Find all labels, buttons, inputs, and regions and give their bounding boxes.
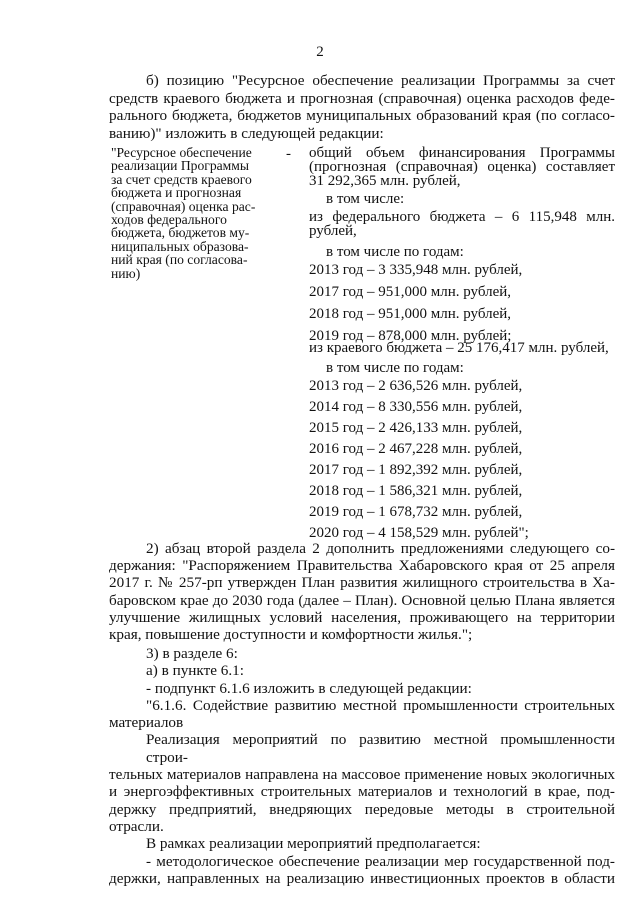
federal-year-row: 2017 год – 951,000 млн. рублей, xyxy=(309,284,512,300)
text-line: Реализация мероприятий по развитию местной промышленности строи- xyxy=(146,731,615,766)
federal-year-row: 2013 год – 3 335,948 млн. рублей, xyxy=(309,262,523,278)
federal-total xyxy=(309,210,615,238)
funding-line: из федерального бюджета – 6 115,948 млн. xyxy=(309,209,615,225)
text-line: держания: "Распоряжением Правительства Хабаровского края от 25 апреля xyxy=(109,557,615,575)
label-line: реализации Программы xyxy=(111,158,249,174)
label-line: ний края (по согласова- xyxy=(111,252,248,268)
regional-year-row: 2019 год – 1 678,732 млн. рублей, xyxy=(309,504,523,520)
funding-line: 31 292,365 млн. рублей, xyxy=(309,173,461,189)
section-3-block xyxy=(109,645,615,887)
label-line: "Ресурсное обеспечение xyxy=(111,145,252,160)
label-line: (справочная) оценка рас- xyxy=(111,198,256,214)
by-years-label: в том числе по годам: xyxy=(326,244,464,260)
label-line: бюджета, бюджетов му- xyxy=(111,225,250,241)
text-line: 3) в разделе 6: xyxy=(146,645,238,662)
regional-year-row: 2020 год – 4 158,529 млн. рублей"; xyxy=(309,525,529,541)
text-line: 2017 г. № 257-рп утвержден План развития жилищного строительства в Ха- xyxy=(109,574,615,592)
position-label xyxy=(111,146,281,280)
text-line: В рамках реализации мероприятий предполагается: xyxy=(146,835,481,853)
regional-year-row: 2013 год – 2 636,526 млн. рублей, xyxy=(309,378,523,394)
table-dash: - xyxy=(286,146,291,162)
federal-year-row: 2018 год – 951,000 млн. рублей, xyxy=(309,306,512,322)
text-line: держки, направленных на реализацию инвестиционных проектов в области xyxy=(109,869,615,887)
text-line: ванию)" изложить в следующей редакции: xyxy=(109,124,384,142)
text-line: держку предприятий, внедряющих передовые методы в строительной отрасли. xyxy=(109,800,615,835)
including-label: в том числе: xyxy=(326,191,405,207)
funding-line: (прогнозная (справочная) оценка) составляет xyxy=(309,159,615,175)
text-line: - подпункт 6.1.6 изложить в следующей редакции: xyxy=(146,679,472,697)
text-line: улучшение жилищных условий населения, проживающего на территории xyxy=(109,608,615,626)
text-line: и энергоэффективных строительных материалов и технологий в крае, под- xyxy=(109,783,615,801)
federal-year-row: 2019 год – 878,000 млн. рублей; xyxy=(309,328,512,344)
label-line: за счет средств краевого xyxy=(111,171,252,187)
section-2-paragraph xyxy=(109,540,615,643)
text-line: средств краевого бюджета и прогнозная (справочная) оценка расходов феде- xyxy=(109,89,615,107)
label-line: нию) xyxy=(111,265,141,281)
regional-total: из краевого бюджета – 25 176,417 млн. рублей, xyxy=(309,340,609,356)
text-line: рального бюджета, бюджетов муниципальных образований края (по согласо- xyxy=(109,107,615,124)
text-line: края, повышение доступности и комфортности жилья."; xyxy=(109,626,473,644)
text-line: баровском крае до 2030 года (далее – План). Основной целью Плана является xyxy=(109,591,615,609)
page-number: 2 xyxy=(316,44,324,60)
text-line: б) позицию "Ресурсное обеспечение реализации Программы за счет xyxy=(146,72,615,89)
regional-year-row: 2017 год – 1 892,392 млн. рублей, xyxy=(309,462,523,478)
regional-year-row: 2014 год – 8 330,556 млн. рублей, xyxy=(309,399,523,415)
funding-line: общий объем финансирования Программы xyxy=(309,145,615,161)
label-line: ходов федерального xyxy=(111,212,227,228)
regional-year-row: 2016 год – 2 467,228 млн. рублей, xyxy=(309,441,523,457)
text-line: материалов xyxy=(109,714,184,732)
label-line: ниципальных образова- xyxy=(111,238,249,254)
label-line: бюджета и прогнозная xyxy=(111,185,242,201)
text-line: а) в пункте 6.1: xyxy=(146,662,244,680)
text-line: тельных материалов направлена на массовое применение новых экологичных xyxy=(109,766,615,784)
text-line: "6.1.6. Содействие развитию местной промышленности строительных xyxy=(146,696,615,714)
regional-year-row: 2015 год – 2 426,133 млн. рублей, xyxy=(309,420,523,436)
regional-year-row: 2018 год – 1 586,321 млн. рублей, xyxy=(309,483,523,499)
funding-line: рублей, xyxy=(309,223,357,239)
by-years-label: в том числе по годам: xyxy=(326,360,464,376)
funding-total xyxy=(309,146,615,188)
text-line: 2) абзац второй раздела 2 дополнить предложениями следующего со- xyxy=(146,540,615,557)
intro-paragraph xyxy=(109,72,615,142)
text-line: - методологическое обеспечение реализации мер государственной под- xyxy=(146,852,615,870)
